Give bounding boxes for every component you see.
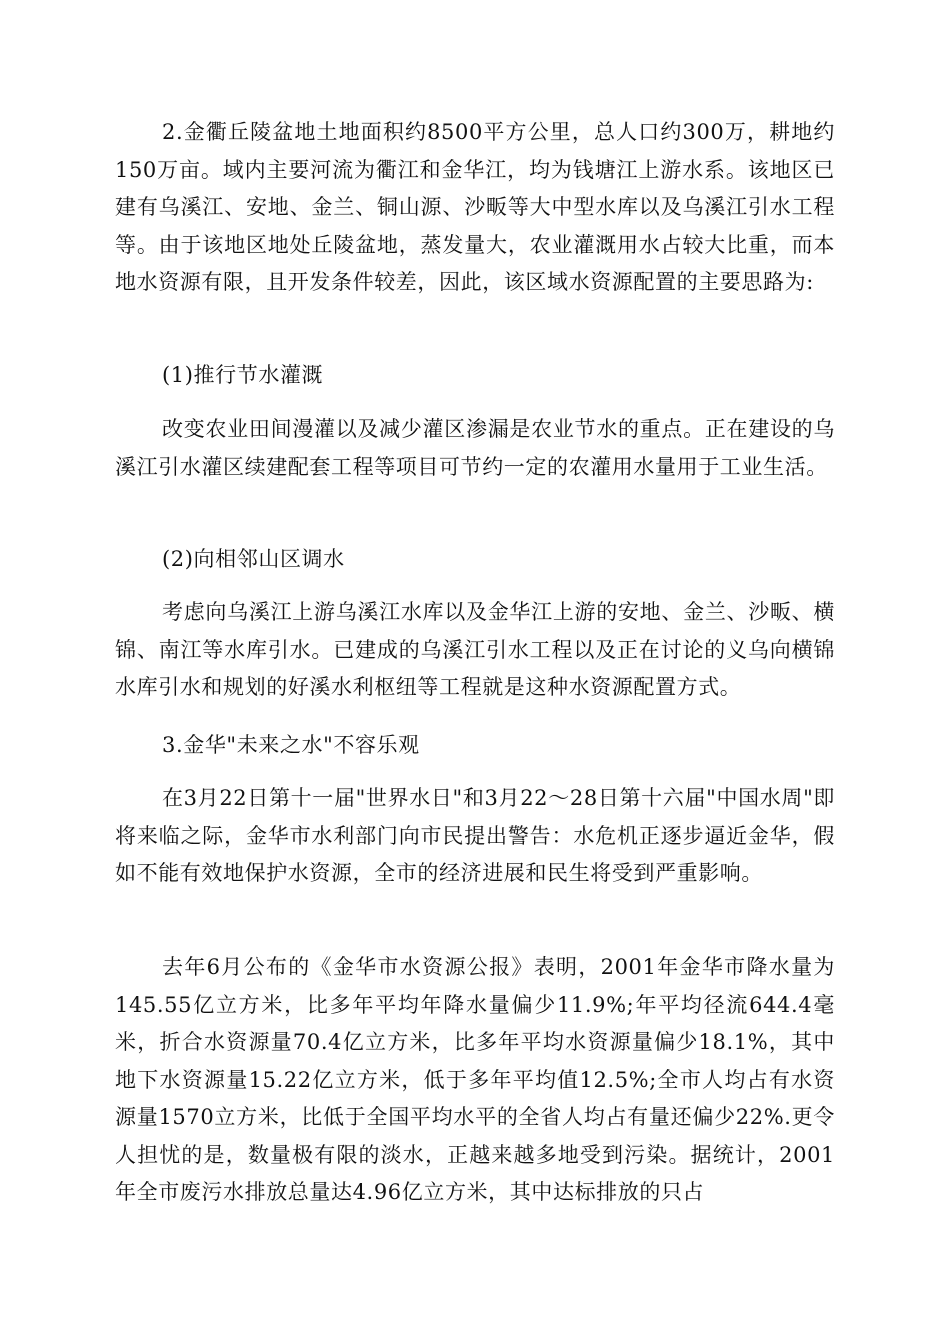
section-heading-future-water: 3.金华"未来之水"不容乐观 [162,733,420,757]
paragraph-irrigation: 改变农业田间漫灌以及减少灌区渗漏是农业节水的重点。正在建设的乌溪江引水灌区续建配套工程等项目可节约一定的农灌用水量用于工业生活。 [115,417,835,479]
paragraph-jinqu-basin: 2.金衢丘陵盆地土地面积约8500平方公里，总人口约300万，耕地约150万亩。域内主要河流为衢江和金华江，均为钱塘江上游水系。该地区已建有乌溪江、安地、金兰、铜山源、沙畈等大中型水库以及乌溪江引水工程等。由于该地区地处丘陵盆地，蒸发量大，农业灌溉用水占较大比重，而本地水资源有限，且开发条件较差，因此，该区域水资源配置的主要思路为: [115,120,835,294]
paragraph-water-day-warning: 在3月22日第十一届"世界水日"和3月22～28日第十六届"中国水周"即将来临之际，金华市水利部门向市民提出警告：水危机正逐步逼近金华，假如不能有效地保护水资源，全市的经济进展和民生将受到严重影响。 [115,786,835,885]
subheading-water-diversion: (2)向相邻山区调水 [162,547,345,571]
subheading-water-saving-irrigation: (1)推行节水灌溉 [162,363,324,387]
paragraph-diversion: 考虑向乌溪江上游乌溪江水库以及金华江上游的安地、金兰、沙畈、横锦、南江等水库引水。已建成的乌溪江引水工程以及正在讨论的义乌向横锦水库引水和规划的好溪水利枢纽等工程就是这种水资源配置方式。 [115,600,835,699]
paragraph-water-resources-bulletin: 去年6月公布的《金华市水资源公报》表明，2001年金华市降水量为145.55亿立方米，比多年平均年降水量偏少11.9%;年平均径流644.4毫米，折合水资源量70.4亿立方米，比多年平均水资源量偏少18.1%，其中地下水资源量15.22亿立方米，低于多年平均值12.5%;全市人均占有水资源量1570立方米，比低于全国平均水平的全省人均占有量还偏少22%.更令人担忧的是，数量极有限的淡水，正越来越多地受到污染。据统计，2001年全市废污水排放总量达4.96亿立方米，其中达标排放的只占 [115,955,835,1204]
